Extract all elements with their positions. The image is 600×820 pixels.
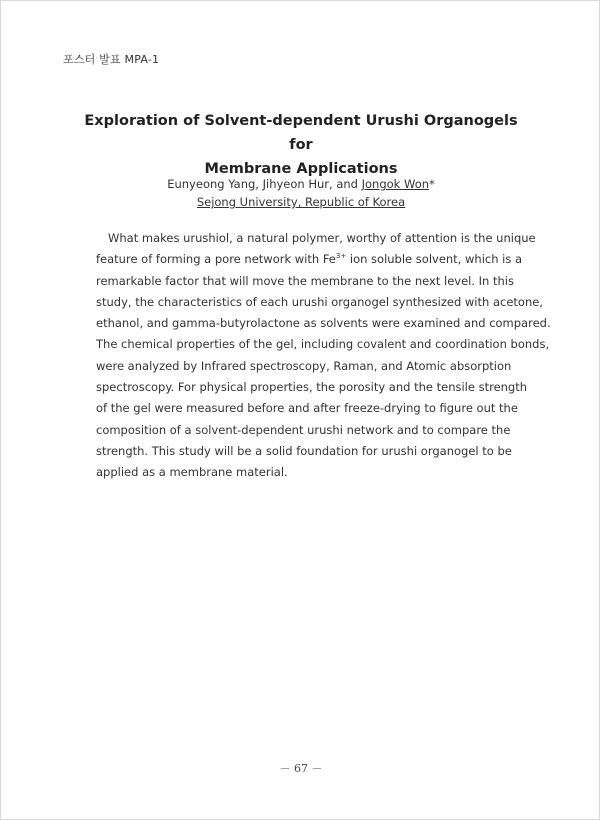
affiliation-text: Sejong University, Republic of Korea [196,195,406,209]
abstract-line: The chemical properties of the gel, including covalent and coordination bonds, [96,337,550,352]
abstract-line: were analyzed by Infrared spectroscopy, Raman, and Atomic absorption [96,358,512,373]
abstract-line: ethanol, and gamma-butyrolactone as solvents were examined and compared. [96,316,551,331]
paper-title [81,109,521,181]
abstract-line: study, the characteristics of each urushi organogel synthesized with acetone, [96,294,543,309]
corresponding-author: Jongok Won [361,177,430,191]
corresponding-mark: * [429,177,435,191]
abstract-text: ion soluble solvent, which is a [346,252,523,267]
abstract-line: of the gel were measured before and after freeze-drying to figure out the [96,401,518,416]
affiliation [81,193,521,211]
title-line-1: Exploration of Solvent-dependent Urushi Organogels for [84,113,518,153]
abstract-line: composition of a solvent-dependent urushi network and to compare the [96,422,511,437]
page-number: － 67 － [279,762,323,775]
authors-text: Eunyeong Yang, Jihyeon Hur, and [167,177,362,191]
abstract-line [96,249,523,270]
title-line-2: Membrane Applications [204,161,398,177]
abstract-text: feature of forming a pore network with Fe [96,252,336,267]
abstract-line: applied as a membrane material. [96,465,288,480]
abstract-line: remarkable factor that will move the membrane to the next level. In this [96,273,514,288]
session-label: 포스터 발표 MPA-1 [63,53,160,66]
abstract-line: What makes urushiol, a natural polymer, worthy of attention is the unique [108,231,536,245]
author-list [81,175,521,193]
abstract-line: spectroscopy. For physical properties, the porosity and the tensile strength [96,380,528,395]
superscript: 3+ [335,252,347,261]
abstract-body [96,228,551,484]
abstract-line: strength. This study will be a solid foundation for urushi organogel to be [96,443,512,458]
